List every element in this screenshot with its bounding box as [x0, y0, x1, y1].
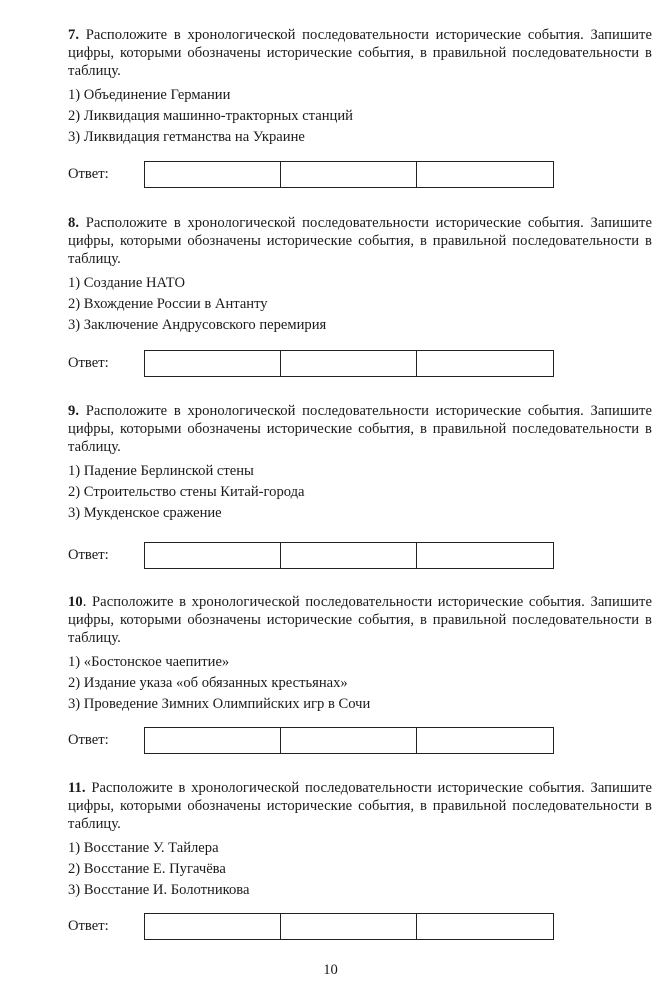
answer-row [68, 727, 554, 754]
event-list [68, 85, 652, 148]
answer-cell-3[interactable] [417, 351, 553, 376]
list-item: 3) Мукденское сражение [68, 505, 222, 521]
answer-cell-2[interactable] [281, 162, 417, 187]
answer-cell-1[interactable] [145, 728, 281, 753]
answer-cell-3[interactable] [417, 162, 553, 187]
list-item: 1) Падение Берлинской стены [68, 463, 254, 479]
task-9 [68, 402, 652, 563]
answer-table [144, 727, 554, 754]
task-prompt [68, 402, 652, 456]
list-item: 1) «Бостонское чаепитие» [68, 654, 230, 670]
task-text: Расположите в хронологической последовательности исторические события. Запишите цифры, которыми обозначены исторические события, в правильной последовательности в таблицу. [68, 215, 652, 267]
answer-cell-3[interactable] [417, 543, 553, 568]
task-7 [68, 26, 652, 182]
answer-table [144, 542, 554, 569]
answer-cell-2[interactable] [281, 914, 417, 939]
task-prompt [68, 26, 652, 80]
answer-cell-3[interactable] [417, 728, 553, 753]
answer-label: Ответ: [68, 732, 109, 748]
answer-cell-3[interactable] [417, 914, 553, 939]
list-item: 3) Восстание И. Болотникова [68, 882, 250, 898]
list-item: 2) Строительство стены Китай-города [68, 484, 305, 500]
answer-cell-1[interactable] [145, 351, 281, 376]
answer-row [68, 913, 554, 940]
task-number: 8. [68, 215, 80, 231]
list-item: 1) Создание НАТО [68, 275, 186, 291]
list-item: 2) Ликвидация машинно-тракторных станций [68, 108, 353, 124]
answer-cell-2[interactable] [281, 351, 417, 376]
event-list [68, 652, 652, 715]
task-number: 9. [68, 403, 80, 419]
task-8 [68, 214, 652, 371]
task-text: Расположите в хронологической последовательности исторические события. Запишите цифры, которыми обозначены исторические события, в правильной последовательности в таблицу. [68, 27, 652, 79]
list-item: 1) Объединение Германии [68, 87, 231, 103]
answer-cell-2[interactable] [281, 543, 417, 568]
list-item: 2) Вхождение России в Антанту [68, 296, 268, 312]
answer-row [68, 161, 554, 188]
event-list [68, 461, 652, 524]
answer-label: Ответ: [68, 918, 109, 934]
task-10 [68, 593, 652, 748]
task-text: . Расположите в хронологической последовательности исторические события. Запишите цифры, которыми обозначены исторические события, в правильной последовательности в таблицу. [68, 594, 652, 646]
answer-table [144, 913, 554, 940]
list-item: 3) Ликвидация гетманства на Украине [68, 129, 305, 145]
answer-table [144, 350, 554, 377]
list-item: 2) Издание указа «об обязанных крестьянах» [68, 675, 348, 691]
event-list [68, 838, 652, 901]
answer-label: Ответ: [68, 355, 109, 371]
page-number: 10 [323, 962, 338, 978]
task-number: 10 [68, 594, 83, 610]
list-item: 1) Восстание У. Тайлера [68, 840, 219, 856]
answer-row [68, 350, 554, 377]
task-prompt [68, 779, 652, 833]
answer-label: Ответ: [68, 166, 109, 182]
list-item: 3) Проведение Зимних Олимпийских игр в Сочи [68, 696, 371, 712]
answer-table [144, 161, 554, 188]
answer-label: Ответ: [68, 547, 109, 563]
task-prompt [68, 593, 652, 647]
answer-cell-1[interactable] [145, 914, 281, 939]
task-text: Расположите в хронологической последовательности исторические события. Запишите цифры, которыми обозначены исторические события, в правильной последовательности в таблицу. [68, 403, 652, 455]
task-number: 7. [68, 27, 80, 43]
event-list [68, 273, 652, 336]
answer-cell-1[interactable] [145, 543, 281, 568]
answer-cell-1[interactable] [145, 162, 281, 187]
answer-cell-2[interactable] [281, 728, 417, 753]
list-item: 2) Восстание Е. Пугачёва [68, 861, 226, 877]
task-text: Расположите в хронологической последовательности исторические события. Запишите цифры, которыми обозначены исторические события, в правильной последовательности в таблицу. [68, 780, 652, 832]
task-number: 11. [68, 780, 86, 796]
task-prompt [68, 214, 652, 268]
task-11 [68, 779, 652, 934]
list-item: 3) Заключение Андрусовского перемирия [68, 317, 327, 333]
answer-row [68, 542, 554, 569]
